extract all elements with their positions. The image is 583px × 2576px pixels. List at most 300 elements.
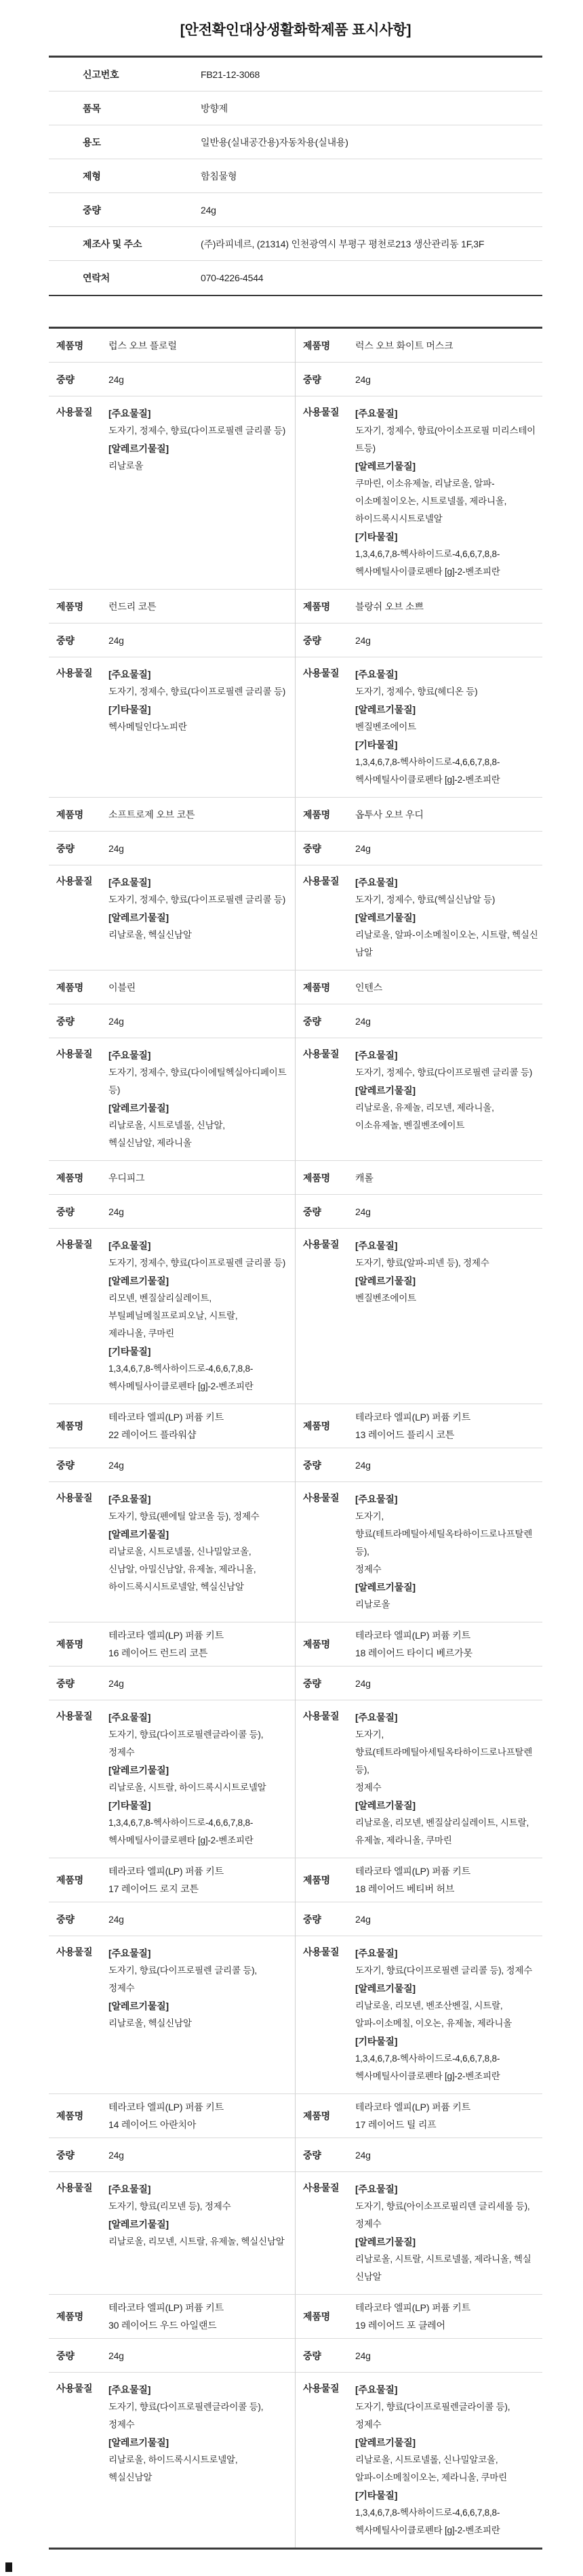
field-label-weight: 중량 xyxy=(56,2149,75,2161)
product-substances-row xyxy=(49,1700,295,1858)
substances xyxy=(108,1237,291,1395)
substance-section-header: [주요물질] xyxy=(108,1050,151,1061)
product-row xyxy=(49,1161,542,1404)
field-label-substances: 사용물질 xyxy=(56,876,93,886)
product-name xyxy=(355,806,538,823)
substance-section-header: [알레르기물질] xyxy=(108,443,169,454)
info-row xyxy=(49,91,542,125)
product-weight: 24g xyxy=(355,634,371,646)
substance-line: 도자기, 정제수, 향료(다이프로필렌 글리콜 등) xyxy=(108,426,286,436)
substance-line: 쿠마린, 이소유제놀, 리날로올, 알파- xyxy=(355,478,495,489)
substance-line: 도자기, 향료(다이프로필렌글라이콜 등), xyxy=(108,1730,264,1740)
substance-line: 이소메칠이오논, 시트로넬롤, 제라니올, xyxy=(355,496,507,506)
product-weight: 24g xyxy=(355,1206,371,1217)
substance-section-header: [주요물질] xyxy=(108,1948,151,1959)
product-name-line: 런드리 코튼 xyxy=(108,600,157,612)
substance-section-header: [알레르기물질] xyxy=(355,1582,416,1593)
substances xyxy=(108,2180,291,2251)
product-cell xyxy=(49,2094,296,2294)
field-label-name: 제품명 xyxy=(56,1420,83,1431)
field-label-substances: 사용물질 xyxy=(56,1711,93,1721)
substance-section-header: [알레르기물질] xyxy=(355,1275,416,1286)
field-label-weight: 중량 xyxy=(56,2350,75,2361)
field-label-name: 제품명 xyxy=(303,981,330,993)
substance-line: 리날로올, 시트로넬롤, 신남알, xyxy=(108,1120,225,1130)
product-weight: 24g xyxy=(355,1459,371,1471)
product-weight-row xyxy=(49,1195,295,1229)
field-label-name: 제품명 xyxy=(56,981,83,993)
substance-section-header: [주요물질] xyxy=(355,1948,398,1959)
field-label-name: 제품명 xyxy=(303,600,330,612)
product-name xyxy=(108,337,291,354)
product-weight: 24g xyxy=(108,634,124,646)
substances xyxy=(355,405,538,581)
substance-section-header: [알레르기물질] xyxy=(355,912,416,923)
product-weight-row xyxy=(49,2339,295,2373)
info-value: FB21-12-3068 xyxy=(201,68,260,80)
substance-line: 헥사메틸인다노피란 xyxy=(108,722,187,732)
product-weight: 24g xyxy=(108,2350,124,2361)
product-name xyxy=(355,598,538,615)
substance-section-header: [주요물질] xyxy=(355,1050,398,1061)
substance-section-header: [주요물질] xyxy=(355,2384,398,2395)
substance-section-header: [알레르기물질] xyxy=(108,1529,169,1540)
substance-line: 신남알, 아밀신남알, 유제놀, 제라니올, xyxy=(108,1564,256,1574)
substance-section-header: [기타물질] xyxy=(108,704,151,715)
field-label-weight: 중량 xyxy=(56,1206,75,1217)
info-value: 070-4226-4544 xyxy=(201,272,264,283)
product-name-line: 22 레이어드 플라워샵 xyxy=(108,1429,197,1440)
substances xyxy=(355,2381,538,2539)
substance-line: 헥사메틸사이클로펜타 [g]-2-벤조피란 xyxy=(355,2525,500,2535)
product-name-line: 우디피그 xyxy=(108,1172,145,1183)
field-label-name: 제품명 xyxy=(56,1639,83,1650)
product-cell xyxy=(296,2094,542,2294)
product-weight-row xyxy=(296,363,542,396)
substance-line: 헥실신남알, 제라니올 xyxy=(108,1138,192,1148)
info-label: 품목 xyxy=(83,102,101,114)
field-label-substances: 사용물질 xyxy=(56,407,93,417)
substance-section-header: [주요물질] xyxy=(355,2184,398,2194)
substance-line: 리날로올, 리모넨, 시트랄, 유제놀, 헥실신남알 xyxy=(108,2236,285,2247)
product-cell xyxy=(49,1858,296,2093)
field-label-name: 제품명 xyxy=(56,809,83,820)
product-name xyxy=(108,979,291,996)
field-label-substances: 사용물질 xyxy=(303,407,340,417)
substance-line: 헥사메틸사이클로펜타 [g]-2-벤조피란 xyxy=(355,2071,500,2081)
field-label-weight: 중량 xyxy=(303,842,321,854)
product-name-row xyxy=(49,1404,295,1448)
product-name-line: 블랑쉬 오브 소쁘 xyxy=(355,600,424,612)
product-name xyxy=(108,1627,291,1662)
field-label-name: 제품명 xyxy=(303,1875,330,1885)
page-artifact xyxy=(5,2562,12,2572)
field-label-weight: 중량 xyxy=(56,1677,75,1689)
product-substances-row xyxy=(49,865,295,970)
info-label: 신고번호 xyxy=(83,68,119,80)
field-label-weight: 중량 xyxy=(56,634,75,646)
substance-line: 리날로올, 시트로넬롤, 신나밀알코올, xyxy=(108,1547,252,1557)
substance-section-header: [주요물질] xyxy=(355,1494,398,1505)
product-name-line: 럭스 오브 화이트 머스크 xyxy=(355,340,454,351)
product-substances-row xyxy=(296,1482,542,1622)
substance-section-header: [주요물질] xyxy=(108,1240,151,1251)
field-label-weight: 중량 xyxy=(303,1913,321,1925)
substance-section-header: [알레르기물질] xyxy=(108,2219,169,2230)
product-name-line: 16 레이어드 런드리 코튼 xyxy=(108,1648,208,1658)
substance-section-header: [알레르기물질] xyxy=(108,2437,169,2448)
product-name xyxy=(355,1627,538,1662)
substance-line: 리날로올, 시트로넬롤, 신나밀알코올, xyxy=(355,2455,498,2465)
product-row xyxy=(49,2094,542,2295)
field-label-weight: 중량 xyxy=(56,1015,75,1027)
substance-section-header: [알레르기물질] xyxy=(355,1800,416,1811)
substance-line: 도자기, 정제수, 향료(다이프로필렌 글리콜 등) xyxy=(108,1258,286,1268)
field-label-weight: 중량 xyxy=(303,1677,321,1689)
product-name-row xyxy=(296,590,542,623)
substance-line: 도자기, 정제수, 향료(다이프로필렌 글리콜 등) xyxy=(108,687,286,697)
product-name-row xyxy=(296,329,542,363)
substance-line: 리날로올, 리모넨, 벤질살리실레이트, 시트랄, xyxy=(355,1818,529,1828)
info-row xyxy=(49,227,542,261)
substance-line: 도자기, 향료(다이프로필렌글라이콜 등), xyxy=(108,2402,264,2412)
substance-section-header: [알레르기물질] xyxy=(355,2437,416,2448)
product-name-row xyxy=(296,1404,542,1448)
product-name-row xyxy=(296,1161,542,1195)
product-row xyxy=(49,2295,542,2548)
product-name-line: 테라코타 엘피(LP) 퍼퓸 키트 xyxy=(108,1412,224,1423)
substance-line: 도자기, 향료(다이프로필렌 글리콜 등), xyxy=(108,1965,257,1976)
product-weight-row xyxy=(49,832,295,865)
product-weight: 24g xyxy=(108,1206,124,1217)
product-name-row xyxy=(49,1858,295,1902)
product-name-line: 옵투사 오브 우디 xyxy=(355,809,424,820)
field-label-weight: 중량 xyxy=(303,2350,321,2361)
product-row xyxy=(49,590,542,798)
product-weight-row xyxy=(296,1667,542,1700)
product-name-row xyxy=(49,2094,295,2138)
product-name-line: 럽스 오브 플로럴 xyxy=(108,340,177,351)
product-name xyxy=(108,1169,291,1187)
substances xyxy=(355,1709,538,1849)
substance-line: 헥실신남알 xyxy=(108,2472,153,2482)
product-row xyxy=(49,329,542,590)
field-label-name: 제품명 xyxy=(303,809,330,820)
product-substances-row xyxy=(296,1038,542,1160)
field-label-name: 제품명 xyxy=(56,600,83,612)
info-label: 중량 xyxy=(83,204,101,216)
product-name-line: 소프트로제 오브 코튼 xyxy=(108,809,195,820)
substance-line: 유제놀, 제라니올, 쿠마린 xyxy=(355,1835,452,1845)
product-weight-row xyxy=(49,1902,295,1936)
field-label-weight: 중량 xyxy=(303,2149,321,2161)
product-name-line: 테라코타 엘피(LP) 퍼퓸 키트 xyxy=(355,1630,470,1641)
field-label-substances: 사용물질 xyxy=(56,1492,93,1503)
substances xyxy=(108,1046,291,1152)
field-label-name: 제품명 xyxy=(303,1639,330,1650)
product-name-line: 캐롤 xyxy=(355,1172,374,1183)
info-table xyxy=(49,56,542,296)
product-substances-row xyxy=(296,396,542,589)
product-weight: 24g xyxy=(355,1913,371,1925)
info-value: 방향제 xyxy=(201,102,228,114)
substance-section-header: [기타물질] xyxy=(355,739,398,750)
substance-section-header: [알레르기물질] xyxy=(355,461,416,472)
product-row xyxy=(49,1622,542,1858)
substance-section-header: [주요물질] xyxy=(355,408,398,419)
substance-section-header: [알레르기물질] xyxy=(108,2001,169,2011)
substance-line: 도자기, 향료(알파-피넨 등), 정제수 xyxy=(355,1258,489,1268)
substance-line: 1,3,4,6,7,8-헥사하이드로-4,6,6,7,8,8- xyxy=(355,549,500,559)
info-label: 용도 xyxy=(83,136,101,148)
field-label-substances: 사용물질 xyxy=(303,2383,340,2394)
substance-section-header: [기타물질] xyxy=(355,2490,398,2501)
product-name-line: 14 레이어드 아란치아 xyxy=(108,2119,197,2130)
product-name xyxy=(108,598,291,615)
product-name xyxy=(108,806,291,823)
field-label-substances: 사용물질 xyxy=(303,1048,340,1059)
substances xyxy=(108,405,291,475)
substance-line: 리날로올, 유제놀, 리모넨, 제라니올, xyxy=(355,1103,494,1113)
substance-section-header: [주요물질] xyxy=(108,669,151,680)
product-name-line: 테라코타 엘피(LP) 퍼퓸 키트 xyxy=(108,1866,224,1877)
substances xyxy=(108,874,291,944)
product-substances-row xyxy=(49,1482,295,1622)
product-substances-row xyxy=(296,657,542,797)
substance-line: 정제수 xyxy=(108,1983,135,1993)
substance-line: 정제수 xyxy=(108,2419,135,2430)
product-name-line: 19 레이어드 포 클레어 xyxy=(355,2320,445,2331)
substance-line: 도자기, 향료(펜에틸 알코올 등), 정제수 xyxy=(108,1511,260,1521)
field-label-name: 제품명 xyxy=(303,340,330,351)
substance-line: 리날로올, 헥실신남알 xyxy=(108,930,192,940)
field-label-weight: 중량 xyxy=(303,373,321,385)
page-content xyxy=(49,0,542,2550)
substance-line: 도자기, 향료(다이프로필렌 글리콜 등), 정제수 xyxy=(355,1965,533,1976)
field-label-name: 제품명 xyxy=(56,2110,83,2121)
product-weight: 24g xyxy=(108,1459,124,1471)
product-name xyxy=(355,1408,538,1444)
product-name xyxy=(355,979,538,996)
product-cell xyxy=(296,798,542,970)
info-row xyxy=(49,159,542,193)
product-weight-row xyxy=(296,1004,542,1038)
field-label-substances: 사용물질 xyxy=(56,1946,93,1957)
substance-section-header: [알레르기물질] xyxy=(108,912,169,923)
product-cell xyxy=(296,970,542,1160)
substance-line: 리날로올, 헥실신남알 xyxy=(108,2018,192,2028)
substance-section-header: [기타물질] xyxy=(108,1346,151,1357)
substance-section-header: [기타물질] xyxy=(355,531,398,542)
substance-section-header: [주요물질] xyxy=(108,2184,151,2194)
product-row xyxy=(49,1404,542,1622)
substance-line: 향료(테트라메틸아세틸옥타하이드로나프탈렌 등), xyxy=(355,1529,533,1557)
product-name xyxy=(355,337,538,354)
product-cell xyxy=(296,329,542,589)
field-label-weight: 중량 xyxy=(56,842,75,854)
substance-line: 1,3,4,6,7,8-헥사하이드로-4,6,6,7,8,8- xyxy=(355,2053,500,2064)
product-weight-row xyxy=(296,2138,542,2172)
substance-line: 정제수 xyxy=(355,2219,382,2229)
product-weight-row xyxy=(49,363,295,396)
substance-line: 향료(테트라메틸아세틸옥타하이드로나프탈렌 등), xyxy=(355,1747,533,1775)
product-substances-row xyxy=(296,1936,542,2093)
substances xyxy=(108,1944,291,2032)
substance-line: 도자기, 향료(리모넨 등), 정제수 xyxy=(108,2201,231,2211)
product-name-line: 인텐스 xyxy=(355,981,382,993)
product-weight: 24g xyxy=(108,1677,124,1689)
product-cell xyxy=(296,1622,542,1858)
product-weight-row xyxy=(49,623,295,657)
product-name xyxy=(355,2098,538,2133)
product-table xyxy=(49,327,542,2550)
product-weight: 24g xyxy=(108,1015,124,1027)
product-cell xyxy=(49,1161,296,1404)
product-weight: 24g xyxy=(355,2350,371,2361)
product-cell xyxy=(49,590,296,797)
field-label-substances: 사용물질 xyxy=(303,1711,340,1721)
substance-section-header: [기타물질] xyxy=(355,2036,398,2047)
product-weight-row xyxy=(296,2339,542,2373)
product-name-row xyxy=(296,2295,542,2339)
info-value: 함침물형 xyxy=(201,170,237,182)
product-name-line: 테라코타 엘피(LP) 퍼퓸 키트 xyxy=(355,2102,470,2112)
substance-line: 벤질벤조에이트 xyxy=(355,722,416,732)
product-row xyxy=(49,798,542,970)
product-weight: 24g xyxy=(108,2149,124,2161)
product-substances-row xyxy=(49,1038,295,1160)
substance-line: 리날로올, 시트랄, 시트로넬롤, 제라니올, 헥실신남알 xyxy=(355,2254,531,2282)
substance-line: 헥사메틸사이클로펜타 [g]-2-벤조피란 xyxy=(108,1835,254,1845)
product-cell xyxy=(49,798,296,970)
field-label-name: 제품명 xyxy=(56,1172,83,1183)
field-label-name: 제품명 xyxy=(56,2311,83,2322)
product-name-row xyxy=(49,970,295,1004)
substance-section-header: [알레르기물질] xyxy=(108,1275,169,1286)
product-substances-row xyxy=(296,865,542,970)
substance-line: 리날로올, 하이드록시시트로넬알, xyxy=(108,2455,238,2465)
product-cell xyxy=(296,1161,542,1404)
substance-line: 도자기, 정제수, 향료(다이프로필렌 글리콜 등) xyxy=(108,895,286,905)
substance-section-header: [알레르기물질] xyxy=(355,704,416,715)
info-value: (주)라피네르, (21314) 인천광역시 부평구 평천로213 생산관리동 1F,3F xyxy=(201,238,485,249)
product-name-row xyxy=(49,798,295,832)
substance-line: 이소유제놀, 벤질벤조에이트 xyxy=(355,1120,465,1130)
product-name-line: 18 레이어드 베티버 허브 xyxy=(355,1883,455,1894)
info-value: 24g xyxy=(201,204,216,216)
substance-line: 헥사메틸사이클로펜타 [g]-2-벤조피란 xyxy=(355,775,500,785)
substance-line: 정제수 xyxy=(355,1564,382,1574)
info-row xyxy=(49,58,542,91)
substance-section-header: [기타물질] xyxy=(108,1800,151,1811)
field-label-substances: 사용물질 xyxy=(303,2182,340,2193)
substance-line: 알파-이소메칠, 이오논, 유제놀, 제라니올 xyxy=(355,2018,512,2028)
product-weight: 24g xyxy=(355,1677,371,1689)
substance-line: 알파-이소메칠이오논, 제라니올, 쿠마린 xyxy=(355,2472,507,2482)
product-name-line: 테라코타 엘피(LP) 퍼퓸 키트 xyxy=(108,2102,224,2112)
product-cell xyxy=(296,1858,542,2093)
substance-line: 도자기, 정제수, 향료(다이에틸헥실아디페이트 등) xyxy=(108,1067,287,1095)
product-name-line: 테라코타 엘피(LP) 퍼퓸 키트 xyxy=(108,2302,224,2313)
substances xyxy=(108,666,291,736)
product-weight: 24g xyxy=(108,1913,124,1925)
substance-line: 정제수 xyxy=(355,2419,382,2430)
info-label: 연락처 xyxy=(83,272,110,283)
product-weight: 24g xyxy=(355,373,371,385)
substance-line: 도자기, 정제수, 향료(아이소프로필 미리스테이트등) xyxy=(355,426,536,453)
product-substances-row xyxy=(296,1229,542,1404)
product-substances-row xyxy=(49,396,295,589)
field-label-substances: 사용물질 xyxy=(56,1048,93,1059)
substance-line: 도자기, 향료(아이소프로필리덴 글리세롤 등), xyxy=(355,2201,530,2211)
product-cell xyxy=(296,590,542,797)
product-name xyxy=(108,2098,291,2133)
field-label-substances: 사용물질 xyxy=(303,876,340,886)
product-weight: 24g xyxy=(108,373,124,385)
substance-line: 1,3,4,6,7,8-헥사하이드로-4,6,6,7,8,8- xyxy=(355,757,500,767)
substances xyxy=(355,2180,538,2286)
product-cell xyxy=(49,2295,296,2548)
product-substances-row xyxy=(296,1700,542,1858)
product-name xyxy=(355,1862,538,1898)
product-weight-row xyxy=(296,1448,542,1482)
product-weight-row xyxy=(49,1448,295,1482)
product-name-line: 이블린 xyxy=(108,981,136,993)
field-label-substances: 사용물질 xyxy=(56,668,93,678)
substance-section-header: [주요물질] xyxy=(355,1712,398,1723)
field-label-weight: 중량 xyxy=(303,1206,321,1217)
product-substances-row xyxy=(49,2172,295,2294)
substance-section-header: [알레르기물질] xyxy=(108,1765,169,1776)
product-name-line: 30 레이어드 우드 아일랜드 xyxy=(108,2320,217,2331)
product-weight: 24g xyxy=(108,842,124,854)
field-label-name: 제품명 xyxy=(56,340,83,351)
product-weight-row xyxy=(49,1004,295,1038)
product-cell xyxy=(49,1622,296,1858)
substance-line: 부틸페닐메칠프로피오날, 시트랄, xyxy=(108,1311,238,1321)
substances xyxy=(355,1046,538,1134)
substance-section-header: [알레르기물질] xyxy=(355,1983,416,1994)
field-label-substances: 사용물질 xyxy=(56,1239,93,1250)
product-name-line: 테라코타 엘피(LP) 퍼퓸 키트 xyxy=(355,1866,470,1877)
info-row xyxy=(49,193,542,227)
product-cell xyxy=(49,329,296,589)
product-weight-row xyxy=(49,2138,295,2172)
product-weight-row xyxy=(296,1902,542,1936)
substance-section-header: [알레르기물질] xyxy=(355,2236,416,2247)
substance-line: 도자기, xyxy=(355,1730,384,1740)
substances xyxy=(108,2381,291,2487)
product-row xyxy=(49,970,542,1161)
product-substances-row xyxy=(49,1229,295,1404)
substance-line: 정제수 xyxy=(108,1747,135,1757)
product-name xyxy=(108,1862,291,1898)
substances xyxy=(108,1490,291,1596)
product-weight-row xyxy=(49,1667,295,1700)
product-name xyxy=(108,1408,291,1444)
substances xyxy=(355,874,538,962)
product-name-row xyxy=(296,970,542,1004)
product-name-row xyxy=(296,798,542,832)
product-name-line: 테라코타 엘피(LP) 퍼퓸 키트 xyxy=(355,1412,470,1423)
substance-section-header: [주요물질] xyxy=(108,1494,151,1505)
substance-line: 헥사메틸사이클로펜타 [g]-2-벤조피란 xyxy=(108,1381,254,1391)
substances xyxy=(355,666,538,789)
product-cell xyxy=(296,1404,542,1622)
info-label: 제형 xyxy=(83,170,101,182)
substance-section-header: [주요물질] xyxy=(108,877,151,888)
field-label-substances: 사용물질 xyxy=(303,1492,340,1503)
